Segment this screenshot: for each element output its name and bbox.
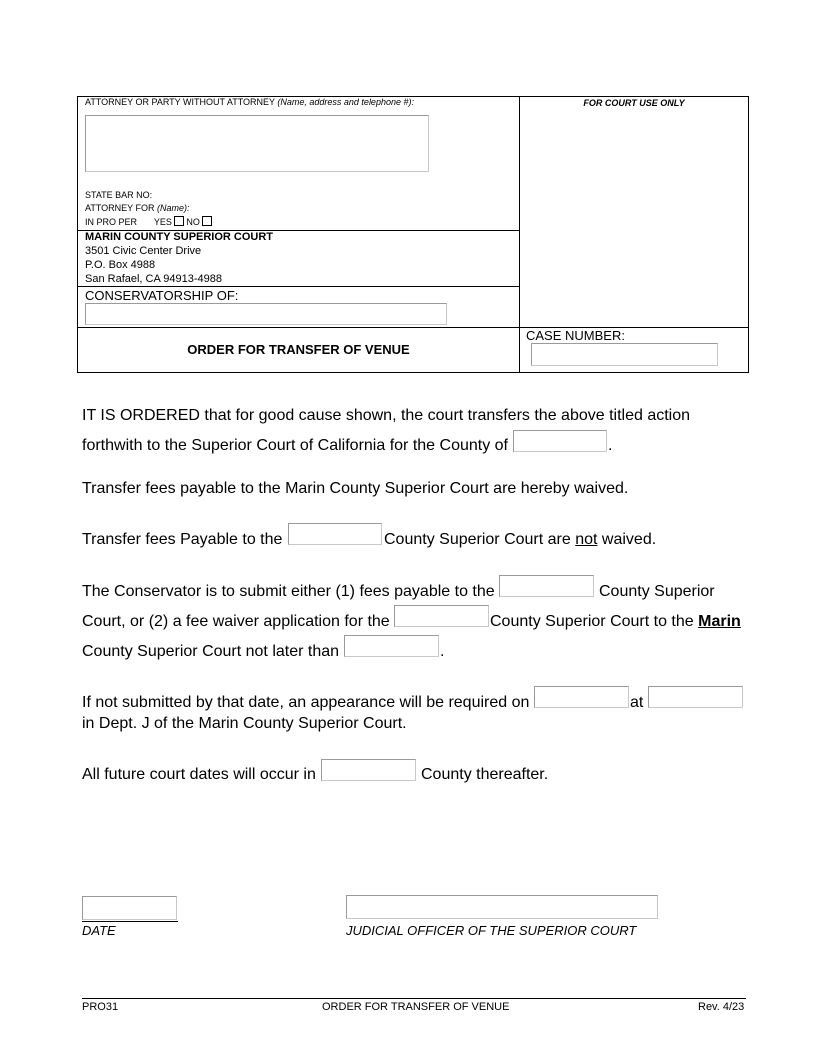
date-underline (82, 921, 178, 922)
footer-form-code: PRO31 (82, 1001, 119, 1013)
court-address-line3: San Rafael, CA 94913-4988 (85, 273, 222, 285)
case-number-field[interactable] (531, 343, 718, 366)
footer-title: ORDER FOR TRANSFER OF VENUE (322, 1001, 510, 1013)
conservatorship-of-label: CONSERVATORSHIP OF: (85, 288, 239, 303)
date-field[interactable] (82, 896, 177, 920)
order-p6-end: County thereafter. (421, 766, 549, 783)
appearance-date-field[interactable] (534, 686, 629, 708)
fees-not-waived-county-field[interactable] (288, 523, 382, 545)
order-p5-line1: If not submitted by that date, an appearance will be required on (82, 694, 530, 711)
court-address-line1: 3501 Civic Center Drive (85, 245, 202, 257)
caption-divider-conservatorship (77, 286, 520, 287)
order-p3-rest: County Superior Court are not waived. (384, 531, 657, 548)
caption-border-bottom (77, 372, 749, 373)
future-county-field[interactable] (321, 759, 416, 781)
order-p4-line3: County Superior Court not later than (82, 643, 340, 660)
order-p1-end: . (608, 437, 613, 454)
in-pro-per-row (85, 216, 212, 227)
fee-waiver-county-field[interactable] (394, 605, 489, 627)
judicial-officer-label: JUDICIAL OFFICER OF THE SUPERIOR COURT (346, 923, 637, 938)
judicial-officer-field[interactable] (346, 895, 658, 919)
transfer-county-field[interactable] (513, 430, 607, 452)
state-bar-label: STATE BAR NO: (85, 190, 153, 200)
in-pro-per-label: IN PRO PER (85, 217, 138, 227)
footer-revision: Rev. 4/23 (698, 1001, 745, 1013)
form-title: ORDER FOR TRANSFER OF VENUE (187, 342, 410, 357)
caption-divider-vertical (519, 96, 520, 373)
order-p1-line1: IT IS ORDERED that for good cause shown, the court transfers the above titled action (82, 407, 691, 424)
footer-rule (82, 998, 746, 999)
order-p4-line1-end: County Superior (599, 583, 715, 600)
order-p6-start: All future court dates will occur in (82, 766, 316, 783)
order-p5-at: at (630, 694, 644, 711)
no-checkbox[interactable] (202, 216, 212, 226)
conservatorship-of-field[interactable] (85, 303, 447, 325)
order-p2: Transfer fees payable to the Marin County Superior Court are hereby waived. (82, 480, 629, 497)
date-label: DATE (82, 923, 116, 938)
caption-divider-title (77, 327, 749, 328)
order-p4-line2: Court, or (2) a fee waiver application for the (82, 613, 390, 630)
order-p5-line2: in Dept. J of the Marin County Superior Court. (82, 715, 407, 732)
order-p3-start: Transfer fees Payable to the (82, 531, 283, 548)
court-use-only-label: FOR COURT USE ONLY (583, 98, 685, 108)
order-p1-line2: forthwith to the Superior Court of California for the County of (82, 437, 508, 454)
appearance-time-field[interactable] (648, 686, 743, 708)
case-number-label: CASE NUMBER: (526, 328, 625, 343)
caption-border-left (77, 96, 78, 373)
deadline-date-field[interactable] (344, 635, 439, 657)
attorney-label: ATTORNEY OR PARTY WITHOUT ATTORNEY (Name, address and telephone #): (85, 97, 414, 107)
marin-emphasis: Marin (698, 613, 741, 630)
attorney-for-label: ATTORNEY FOR (Name): (85, 203, 190, 213)
order-p4-line2-mid: County Superior Court to the Marin (490, 613, 741, 630)
court-name: MARIN COUNTY SUPERIOR COURT (85, 231, 274, 243)
court-address-line2: P.O. Box 4988 (85, 259, 156, 271)
order-p4-line1: The Conservator is to submit either (1) fees payable to the (82, 583, 495, 600)
order-p4-end: . (440, 643, 445, 660)
yes-checkbox[interactable] (174, 216, 184, 226)
caption-border-right (748, 96, 749, 373)
attorney-name-address-field[interactable] (85, 115, 429, 172)
yes-label: YES (153, 217, 172, 227)
no-label: NO (186, 217, 200, 227)
fees-payable-county-field[interactable] (499, 575, 594, 597)
not-emphasis: not (575, 531, 598, 548)
